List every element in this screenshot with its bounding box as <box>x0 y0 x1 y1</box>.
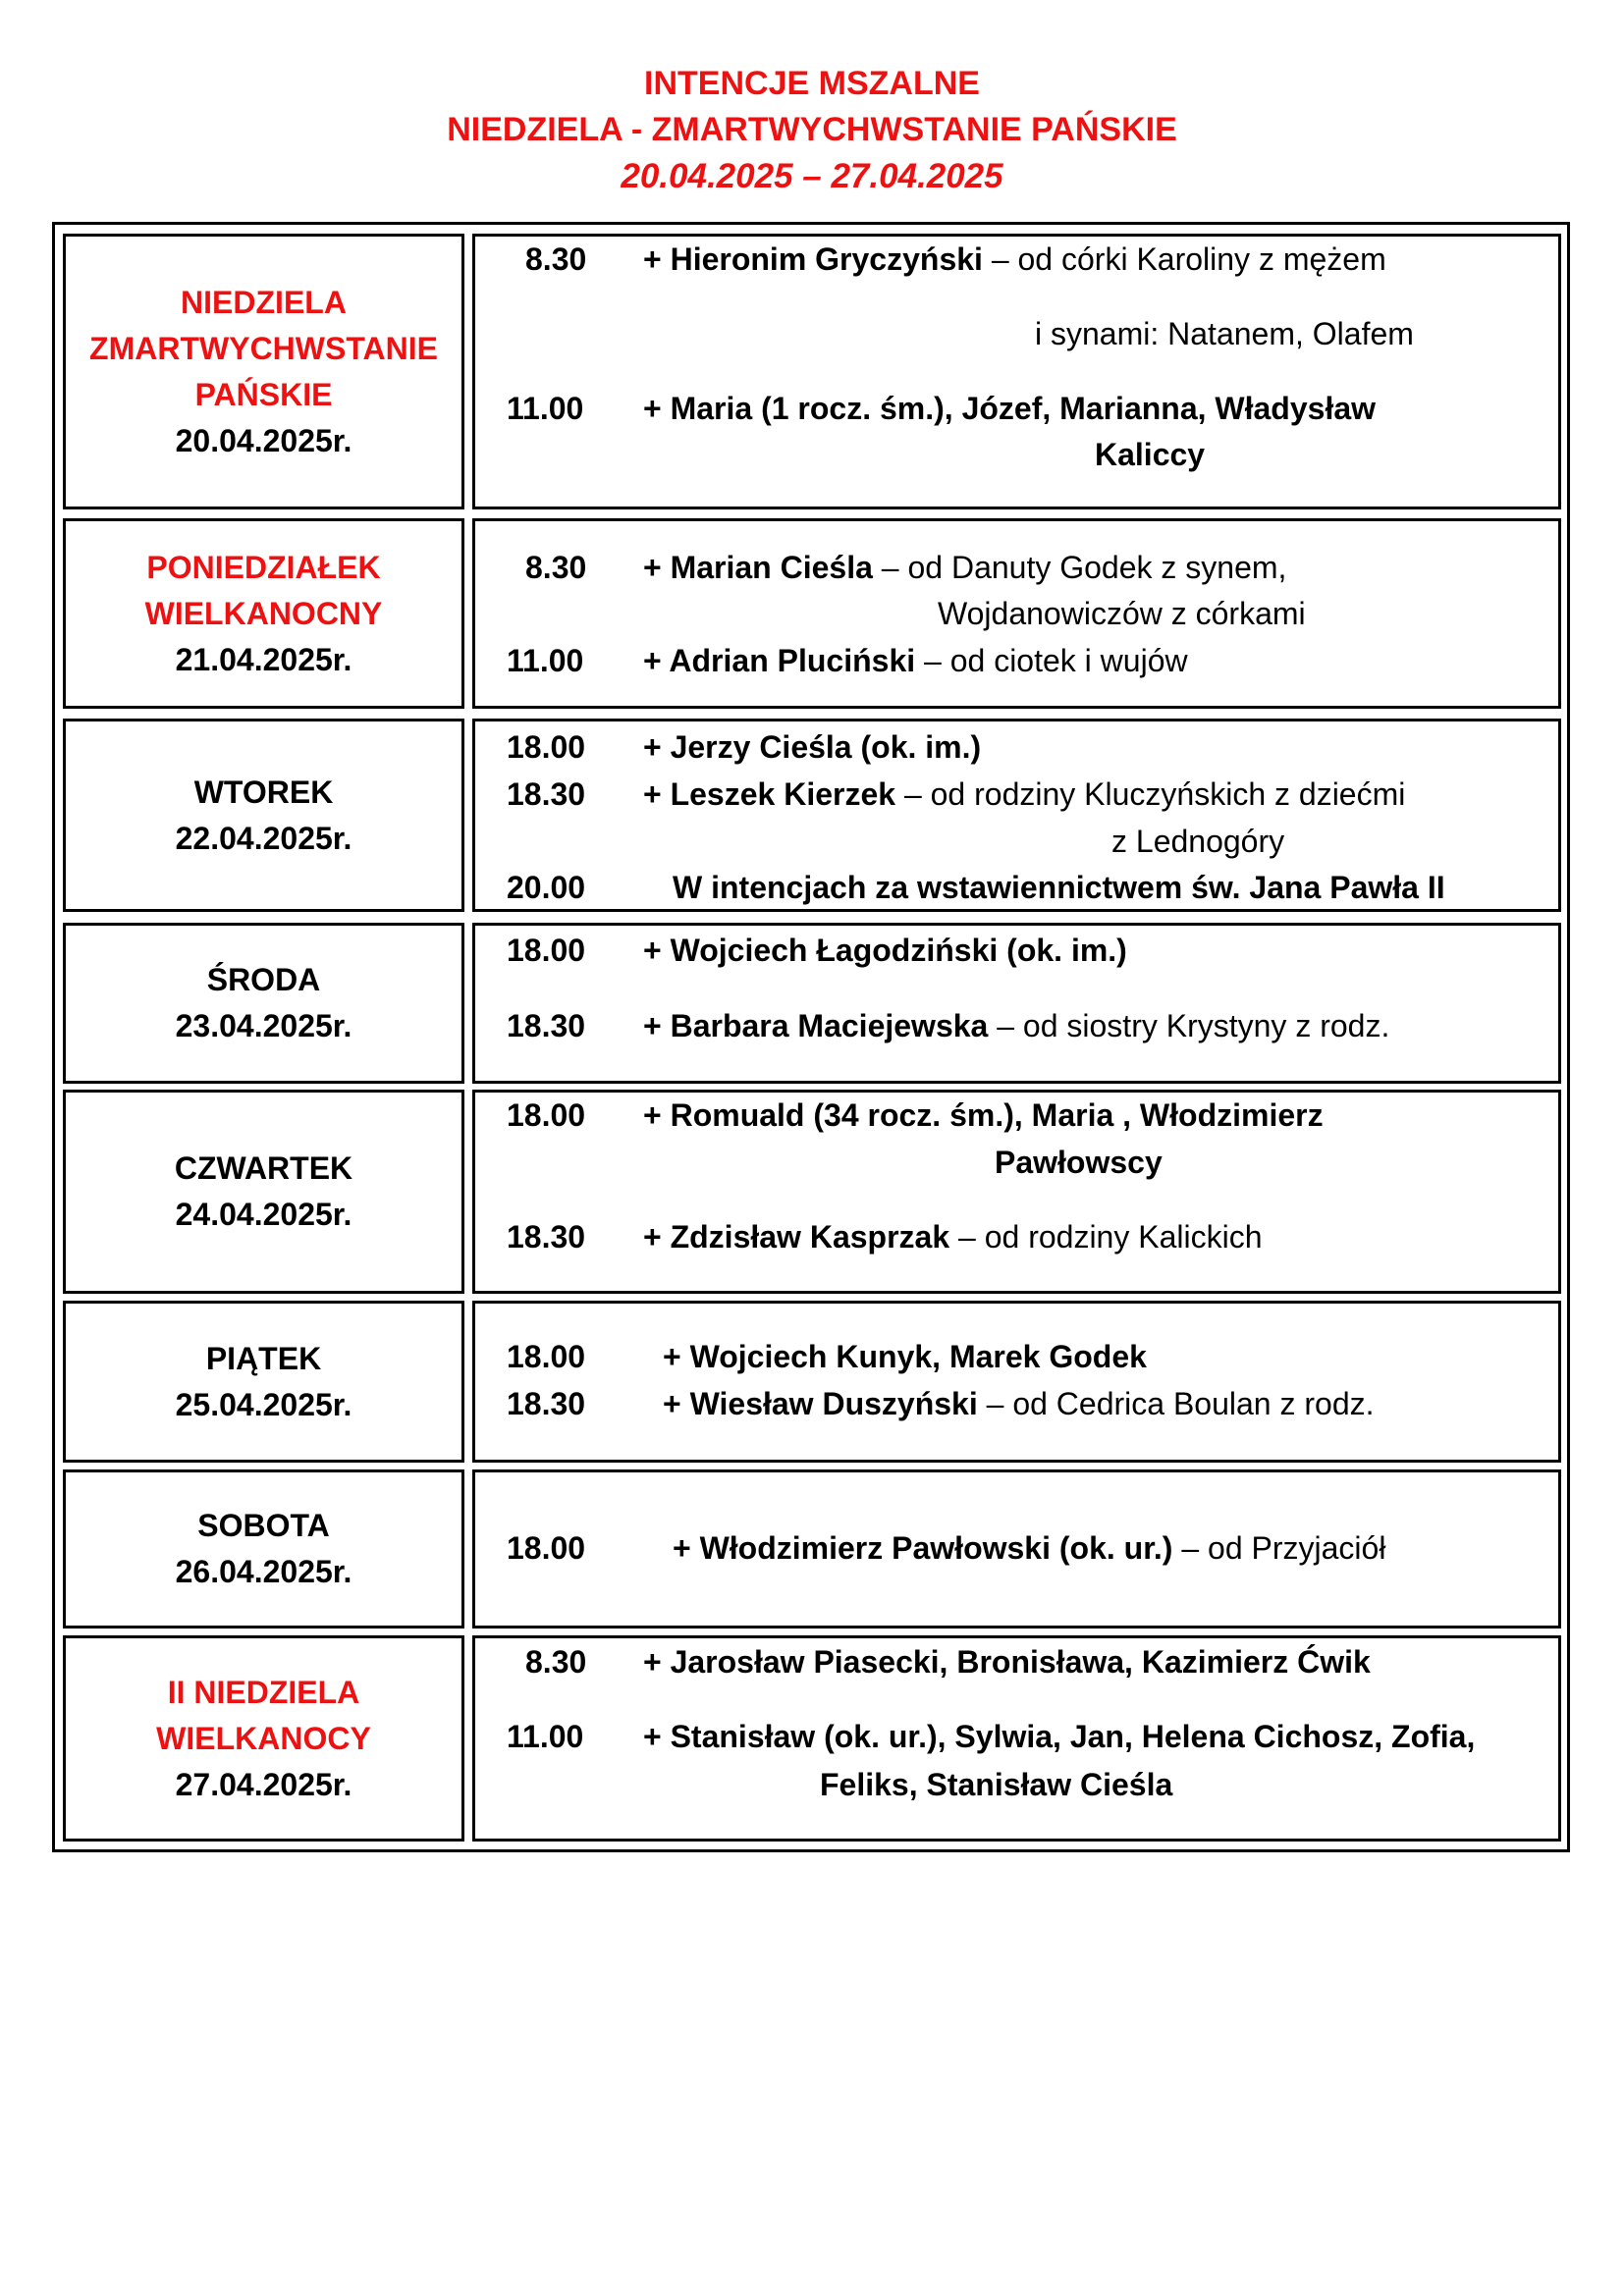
day-date: 21.04.2025r. <box>175 641 352 677</box>
intention-name: + Jarosław Piasecki, Bronisława, Kazimierz Ćwik <box>643 1644 1371 1680</box>
intention-note: – od ciotek i wujów <box>915 643 1188 678</box>
day-cell-second-sunday <box>63 1635 464 1842</box>
intention-name: + Włodzimierz Pawłowski (ok. ur.) <box>673 1530 1173 1566</box>
day-cell-tuesday <box>63 719 464 912</box>
header-title: INTENCJE MSZALNE <box>644 65 980 102</box>
mass-time: 18.30 <box>507 1219 586 1255</box>
header-dates: 20.04.2025 – 27.04.2025 <box>621 157 1003 195</box>
mass-time: 11.00 <box>507 391 584 426</box>
intention-name: + Adrian Pluciński <box>643 643 916 678</box>
day-name: SOBOTA <box>197 1508 330 1543</box>
intention-note: – od Cedrica Boulan z rodz. <box>977 1386 1375 1421</box>
day-name: ZMARTWYCHWSTANIE <box>89 330 438 366</box>
mass-intention <box>643 545 1286 591</box>
day-date: 25.04.2025r. <box>175 1386 352 1422</box>
intention-name: + Zdzisław Kasprzak <box>643 1219 950 1255</box>
mass-time: 8.30 <box>525 1644 587 1680</box>
day-name: WIELKANOCNY <box>144 595 383 631</box>
day-cell-wednesday <box>63 923 464 1084</box>
mass-time: 8.30 <box>525 241 587 277</box>
mass-time: 11.00 <box>507 1719 584 1754</box>
intention-note: – od Danuty Godek z synem, <box>872 550 1287 585</box>
day-name: PIĄTEK <box>205 1340 322 1376</box>
intention-note: – od córki Karoliny z mężem <box>982 241 1386 277</box>
intention-note: – od rodziny Kalickich <box>949 1219 1263 1255</box>
mass-intention <box>663 1381 1375 1427</box>
mass-intention <box>643 1214 1263 1260</box>
intention-continuation: Kaliccy <box>1095 437 1206 472</box>
intention-continuation: Pawłowscy <box>995 1145 1163 1180</box>
day-cell-thursday <box>63 1090 464 1294</box>
intention-continuation: i synami: Natanem, Olafem <box>1035 316 1414 351</box>
intention-name: + Hieronim Gryczyński <box>643 241 983 277</box>
intention-name: + Leszek Kierzek <box>643 776 896 812</box>
mass-intention <box>643 772 1405 818</box>
day-date: 23.04.2025r. <box>175 1008 352 1043</box>
mass-intention <box>643 638 1188 684</box>
intention-name: + Marian Cieśla <box>643 550 873 585</box>
day-cell-saturday <box>63 1469 464 1629</box>
intention-name: + Maria (1 rocz. śm.), Józef, Marianna, Władysław <box>643 391 1377 426</box>
intention-note: – od Przyjaciół <box>1172 1530 1386 1566</box>
intention-note: – od rodziny Kluczyńskich z dziećmi <box>895 776 1406 812</box>
mass-time: 18.00 <box>507 729 586 765</box>
mass-time: 11.00 <box>507 643 584 678</box>
day-cell-friday <box>63 1301 464 1463</box>
day-name: PAŃSKIE <box>194 376 333 412</box>
intention-name: + Barbara Maciejewska <box>643 1008 989 1043</box>
day-name: II NIEDZIELA <box>167 1674 360 1710</box>
day-date: 24.04.2025r. <box>175 1197 352 1232</box>
day-date: 26.04.2025r. <box>175 1554 352 1589</box>
intention-name: + Wojciech Kunyk, Marek Godek <box>663 1339 1147 1374</box>
intention-continuation: z Lednogóry <box>1111 824 1285 859</box>
intention-name: + Jerzy Cieśla (ok. im.) <box>643 729 982 765</box>
day-cell-sunday <box>63 234 464 509</box>
day-name: CZWARTEK <box>174 1150 353 1186</box>
mass-intention <box>643 1003 1389 1049</box>
day-name: NIEDZIELA <box>181 284 347 320</box>
page-header <box>0 61 1624 199</box>
intention-name: W intencjach za wstawiennictwem św. Jana Pawła II <box>673 870 1445 905</box>
intention-name: + Romuald (34 rocz. śm.), Maria , Włodzimierz <box>643 1097 1324 1133</box>
mass-time: 8.30 <box>525 550 587 585</box>
mass-time: 18.00 <box>507 1339 586 1374</box>
mass-time: 18.00 <box>507 1097 586 1133</box>
intention-name: + Wojciech Łagodziński (ok. im.) <box>643 933 1127 968</box>
mass-time: 18.30 <box>507 776 586 812</box>
intention-name: + Stanisław (ok. ur.), Sylwia, Jan, Helena Cichosz, Zofia, <box>643 1719 1476 1754</box>
day-name: WTOREK <box>193 774 334 810</box>
mass-time: 18.00 <box>507 933 586 968</box>
mass-time: 18.00 <box>507 1530 586 1566</box>
intention-continuation: Wojdanowiczów z córkami <box>938 596 1306 631</box>
day-date: 27.04.2025r. <box>175 1766 352 1802</box>
intention-continuation: Feliks, Stanisław Cieśla <box>820 1767 1173 1802</box>
day-cell-monday <box>63 518 464 709</box>
mass-time: 20.00 <box>507 870 586 905</box>
day-name: WIELKANOCY <box>156 1720 371 1756</box>
day-date: 22.04.2025r. <box>175 820 352 856</box>
intention-note: – od siostry Krystyny z rodz. <box>988 1008 1390 1043</box>
day-name: ŚRODA <box>206 962 321 997</box>
day-name: PONIEDZIAŁEK <box>146 549 381 585</box>
mass-intention <box>643 237 1386 283</box>
header-subtitle: NIEDZIELA - ZMARTWYCHWSTANIE PAŃSKIE <box>447 111 1177 148</box>
mass-time: 18.30 <box>507 1386 586 1421</box>
mass-intention <box>673 1525 1385 1572</box>
intention-name: + Wiesław Duszyński <box>663 1386 978 1421</box>
day-date: 20.04.2025r. <box>175 422 352 458</box>
mass-time: 18.30 <box>507 1008 586 1043</box>
